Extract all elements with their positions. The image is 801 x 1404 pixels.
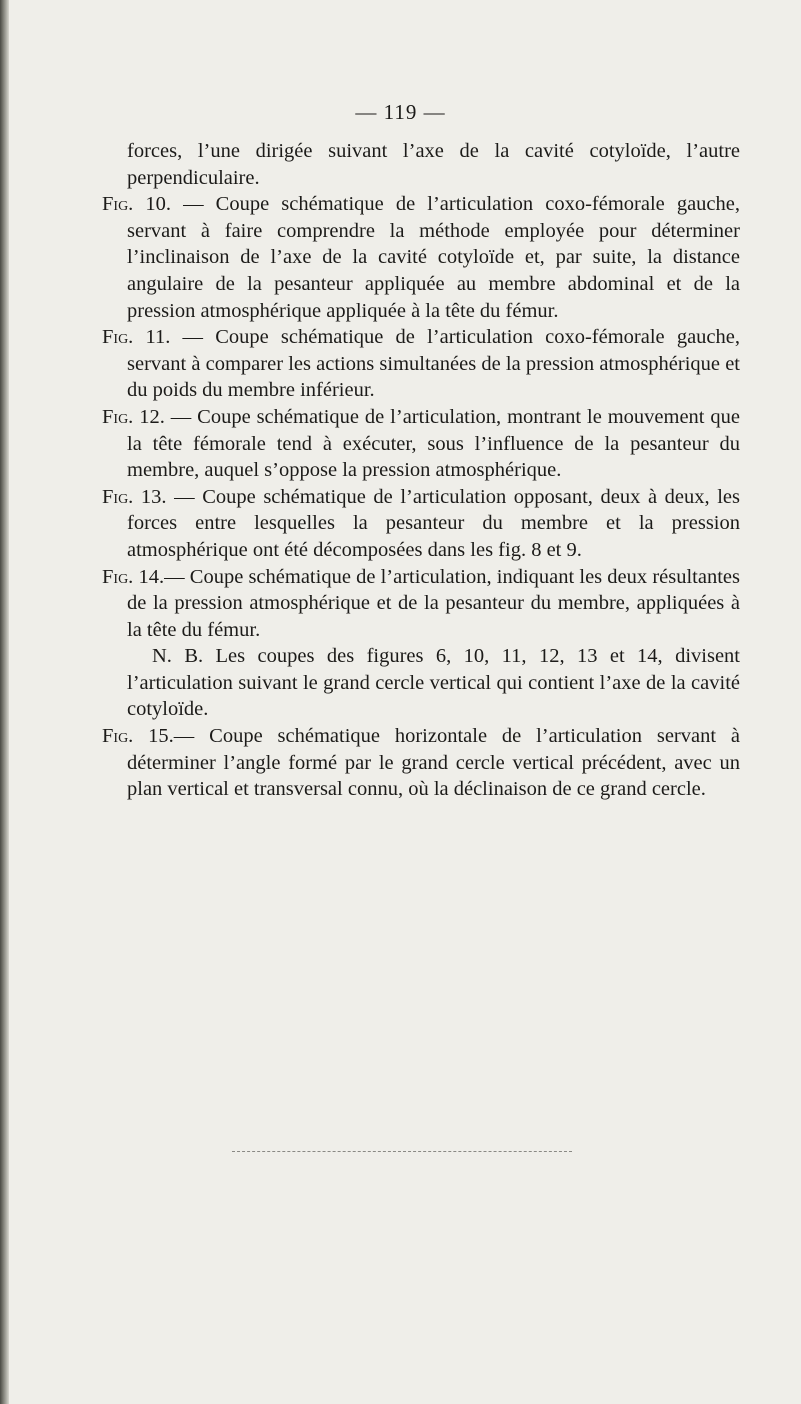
paragraph-text: N. B. Les coupes des figures 6, 10, 11, 12, 13 et 14, divisent l’articulation suivant le grand cercle vertical qui contient l’axe de la cavité cotyloïde.: [127, 645, 740, 721]
paragraph-text: forces, l’une dirigée suivant l’axe de la cavité cotyloïde, l’autre perpendiculaire.: [127, 140, 740, 189]
caption-text: 15.— Coupe schématique horizontale de l’articulation servant à déterminer l’angle formé par le grand cercle vertical précédent, avec un plan vertical et transversal connu, où la déclinaison de ce grand cercle.: [127, 725, 740, 801]
fig-label: Fig.: [102, 485, 134, 508]
fig-label: Fig.: [102, 326, 134, 349]
caption-text: 14.— Coupe schématique de l’articulation, indiquant les deux résultantes de la pression atmosphérique et de la pesanteur du membre, appliquées à la tête du fémur.: [127, 565, 740, 641]
continuation-paragraph: [102, 138, 740, 191]
legend-text: [102, 138, 740, 803]
book-binding-edge: [0, 0, 9, 1404]
fig-label: Fig.: [102, 725, 134, 748]
page-number: — 119 —: [355, 100, 446, 124]
fig-label: Fig.: [102, 405, 134, 428]
figure-caption-11: [102, 324, 740, 404]
separator-rule: [232, 1151, 572, 1152]
fig-label: Fig.: [102, 193, 134, 216]
figure-caption-10: [102, 191, 740, 324]
fig-label: Fig.: [102, 565, 134, 588]
caption-text: 13. — Coupe schématique de l’articulation opposant, deux à deux, les forces entre lesquelles la pesanteur du membre et la pression atmosphérique ont été décomposées dans les fig. 8 et 9.: [127, 485, 740, 561]
caption-text: 11. — Coupe schématique de l’articulation coxo-fémorale gauche, servant à comparer les actions simultanées de la pression atmosphérique et du poids du membre inférieur.: [127, 326, 740, 402]
figure-caption-12: [102, 404, 740, 484]
figure-caption-13: [102, 484, 740, 564]
figure-caption-14: [102, 564, 740, 644]
nota-bene-paragraph: [102, 643, 740, 723]
figure-caption-15: [102, 723, 740, 803]
caption-text: 10. — Coupe schématique de l’articulation coxo-fémorale gauche, servant à faire comprendre la méthode employée pour déterminer l’inclinaison de l’axe de la cavité cotyloïde et, par suite, la distance angulaire de la pesanteur appliquée au membre abdominal et de la pression atmosphérique appliquée à la tête du fémur.: [127, 193, 740, 322]
caption-text: 12. — Coupe schématique de l’articulation, montrant le mouvement que la tête fémorale tend à exécuter, sous l’influence de la pesanteur du membre, auquel s’oppose la pression atmosphérique.: [127, 405, 740, 482]
